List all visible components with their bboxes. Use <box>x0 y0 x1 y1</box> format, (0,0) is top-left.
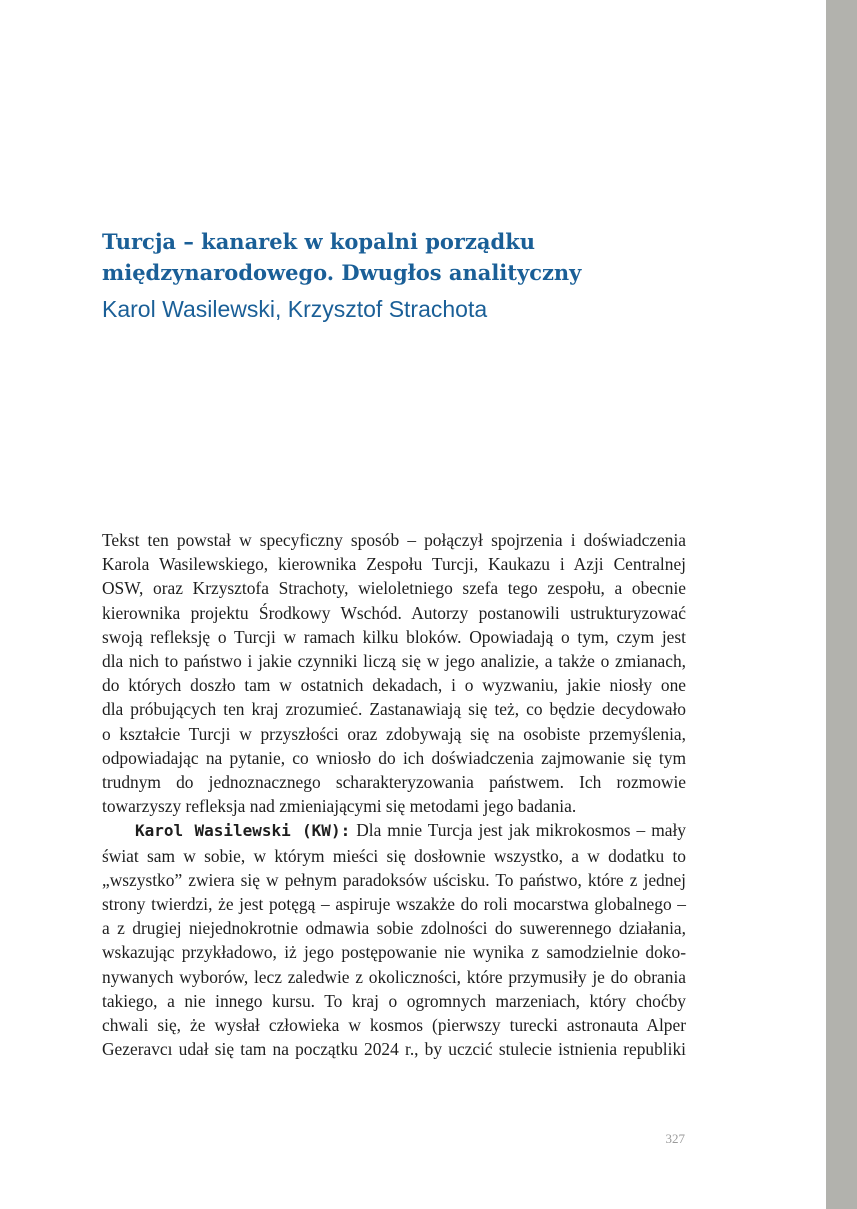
chapter-title <box>102 226 702 288</box>
intro-line: dla próbujących ten kraj zrozumieć. Zastanawiają się też, co będzie decydowało <box>102 699 686 720</box>
dialogue-line: „wszystko” zwiera się w pełnym paradoksów uścisku. To państwo, które z jednej <box>102 869 686 890</box>
body-text <box>102 528 686 1061</box>
chapter-title-line-2: międzynarodowego. Dwugłos analityczny <box>102 260 582 285</box>
dialogue-line: nywanych wyborów, lecz zaledwie z okoliczności, które przymusiły je do obrania <box>102 966 686 987</box>
intro-line: dla nich to państwo i jakie czynniki liczą się w jego analizie, a także o zmianach, <box>102 651 686 672</box>
page-edge-bar <box>826 0 857 1209</box>
intro-line: Karola Wasilewskiego, kierownika Zespołu Turcji, Kaukazu i Azji Centralnej <box>102 554 686 575</box>
dialogue-paragraph <box>102 818 686 1061</box>
chapter-title-line-1: Turcja – kanarek w kopalni porządku <box>102 229 536 254</box>
speaker-name: Karol Wasilewski (KW): <box>135 821 351 841</box>
dialogue-line: wskazując przykładowo, iż jego postępowanie nie wynika z samodzielnie doko- <box>102 942 686 963</box>
dialogue-first-line <box>102 818 686 843</box>
intro-line: do których doszło tam w ostatnich dekadach, i o wyzwaniu, jakie niosły one <box>102 675 686 696</box>
dialogue-first-line-text: Dla mnie Turcja jest jak mikrokosmos – mały <box>350 820 686 841</box>
intro-line: odpowiadając na pytanie, co wniosło do ich doświadczenia zajmowanie się tym <box>102 747 686 768</box>
intro-line: o kształcie Turcji w przyszłości oraz zdobywają się na osobiste przemyślenia, <box>102 723 686 744</box>
intro-line: kierownika projektu Środkowy Wschód. Autorzy postanowili ustrukturyzować <box>102 602 686 623</box>
page-number: 327 <box>665 1131 685 1146</box>
dialogue-line: świat sam w sobie, w którym mieści się dosłownie wszystko, a w dodatku to <box>102 845 686 866</box>
intro-paragraph <box>102 528 686 818</box>
intro-line: trudnym do jednoznacznego scharakteryzowania państwem. Ich rozmowie <box>102 772 686 793</box>
intro-line: OSW, oraz Krzysztofa Strachoty, wieloletniego szefa tego zespołu, a obecnie <box>102 578 686 599</box>
intro-line: Tekst ten powstał w specyficzny sposób – połączył spojrzenia i doświadczenia <box>102 530 686 550</box>
dialogue-line: Gezeravcı udał się tam na początku 2024 r., by uczcić stulecie istnienia republiki <box>102 1039 686 1060</box>
dialogue-line: chwali się, że wysłał człowieka w kosmos (pierwszy turecki astronauta Alper <box>102 1015 686 1036</box>
chapter-authors: Karol Wasilewski, Krzysztof Strachota <box>102 296 488 322</box>
intro-line: swoją refleksję o Turcji w ramach kilku bloków. Opowiadają o tym, czym jest <box>102 626 686 647</box>
dialogue-line: strony twierdzi, że jest potęgą – aspiruje wszakże do roli mocarstwa globalnego – <box>102 894 686 915</box>
intro-line: towarzyszy refleksja nad zmieniającymi się metodami jego badania. <box>102 796 577 817</box>
dialogue-line: a z drugiej niejednokrotnie odmawia sobie zdolności do suwerennego działania, <box>102 918 686 939</box>
dialogue-line: takiego, a nie innego kursu. To kraj o ogromnych marzeniach, który choćby <box>102 990 686 1011</box>
